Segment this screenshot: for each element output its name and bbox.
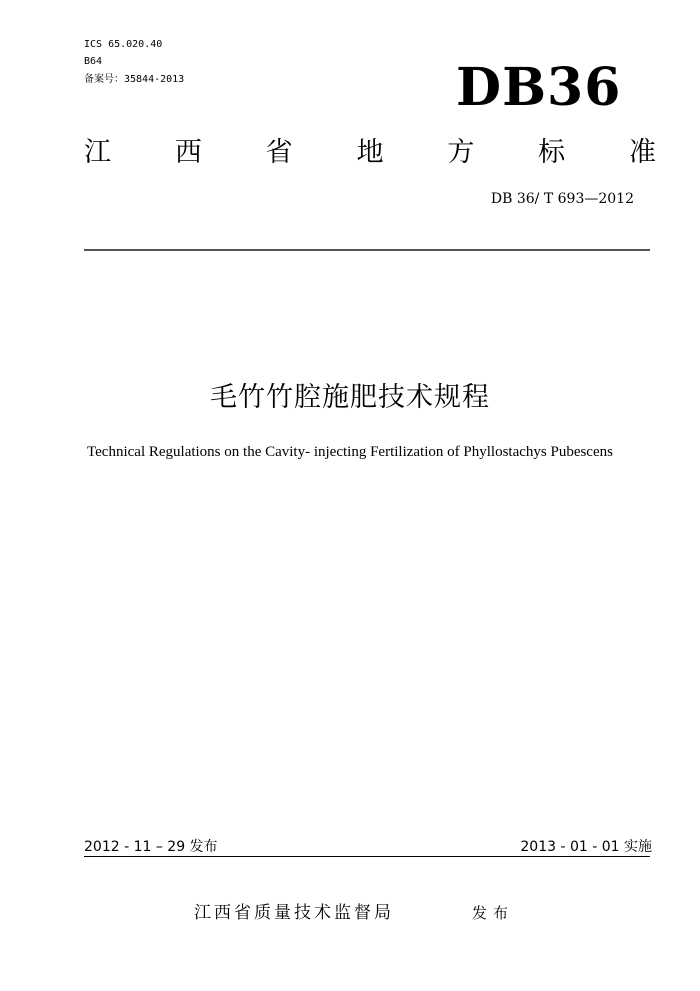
ccs-code: B64 xyxy=(84,56,103,67)
issue-label: 发布 xyxy=(472,904,515,922)
standard-type-char: 准 xyxy=(628,137,656,168)
standard-type-heading xyxy=(84,133,656,173)
standard-type-char: 地 xyxy=(356,137,384,168)
standard-code-mark: DB36 xyxy=(456,57,622,118)
standard-type-char: 方 xyxy=(447,137,475,168)
footer-divider xyxy=(84,856,650,857)
standard-type-char: 西 xyxy=(174,137,202,168)
standard-type-char: 省 xyxy=(265,137,293,168)
issue-date: 2012 - 11 – 29 发布 xyxy=(84,839,218,855)
header-divider xyxy=(84,249,650,251)
implementation-date: 2013 - 01 - 01 实施 xyxy=(520,839,652,855)
standard-number: DB 36/ T 693—2012 xyxy=(490,191,634,207)
ics-code: ICS 65.020.40 xyxy=(84,39,163,50)
standard-type-char: 江 xyxy=(84,137,111,168)
record-number: 备案号：35844-2013 xyxy=(84,74,185,85)
issuing-authority: 江西省质量技术监督局 xyxy=(194,903,394,923)
document-title-chinese: 毛竹竹腔施肥技术规程 xyxy=(210,382,490,413)
document-title-english: Technical Regulations on the Cavity- injecting Fertilization of Phyllostachys Pubescens xyxy=(87,444,613,460)
standard-type-char: 标 xyxy=(538,137,566,168)
